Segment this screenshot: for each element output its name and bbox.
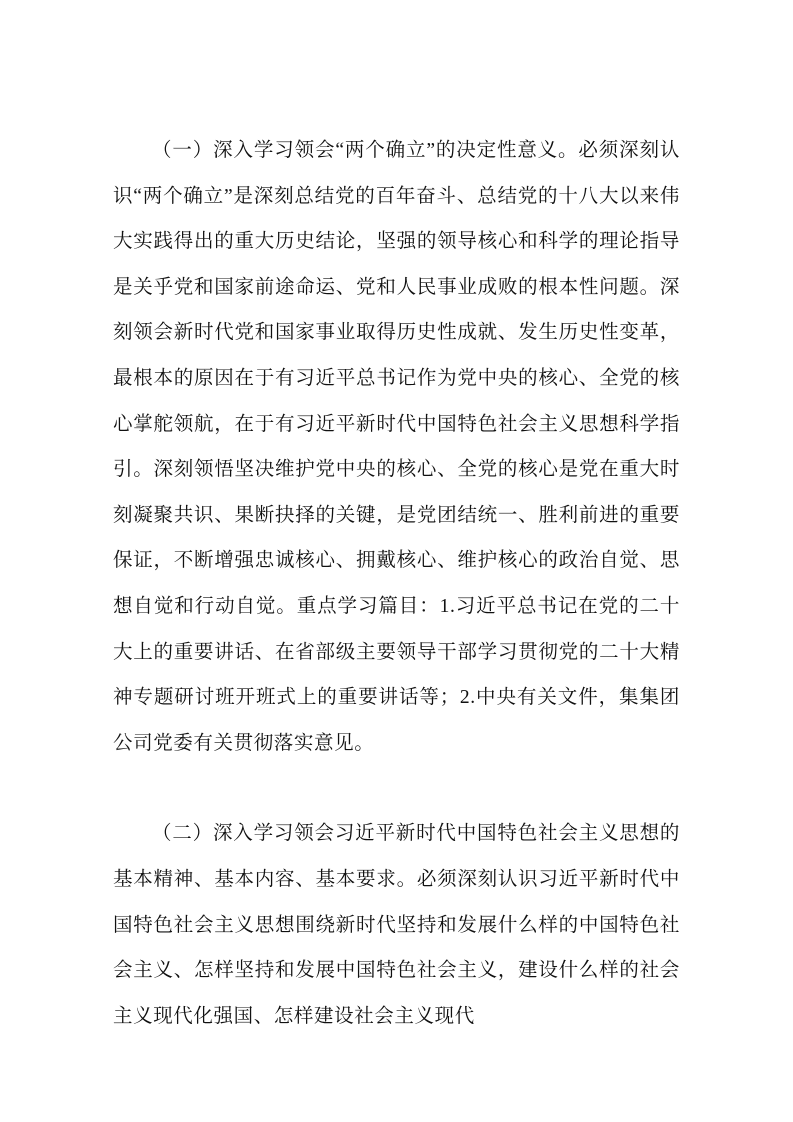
paragraph-1: （一）深入学习领会“两个确立”的决定性意义。必须深刻认识“两个确立”是深刻总结党的百年奋斗、总结党的十八大以来伟大实践得出的重大历史结论，坚强的领导核心和科学的理论指导是关乎党和国家前途命运、党和人民事业成败的根本性问题。深刻领会新时代党和国家事业取得历史性成就、发生历史性变革，最根本的原因在于有习近平总书记作为党中央的核心、全党的核心掌舵领航，在于有习近平新时代中国特色社会主义思想科学指引。深刻领悟坚决维护党中央的核心、全党的核心是党在重大时刻凝聚共识、果断抉择的关键，是党团结统一、胜利前进的重要保证，不断增强忠诚核心、拥戴核心、维护核心的政治自觉、思想自觉和行动自觉。重点学习篇目：1.习近平总书记在党的二十大上的重要讲话、在省部级主要领导干部学习贯彻党的二十大精神专题研讨班开班式上的重要讲话等；2.中央有关文件，集集团公司党委有关贯彻落实意见。 <box>113 140 680 754</box>
document-body <box>113 128 680 1039</box>
paragraph-2: （二）深入学习领会习近平新时代中国特色社会主义思想的基本精神、基本内容、基本要求。必须深刻认识习近平新时代中国特色社会主义思想围绕新时代坚持和发展什么样的中国特色社会主义、怎样坚持和发展中国特色社会主义，建设什么样的社会主义现代化强国、怎样建设社会主义现代 <box>113 823 680 1027</box>
